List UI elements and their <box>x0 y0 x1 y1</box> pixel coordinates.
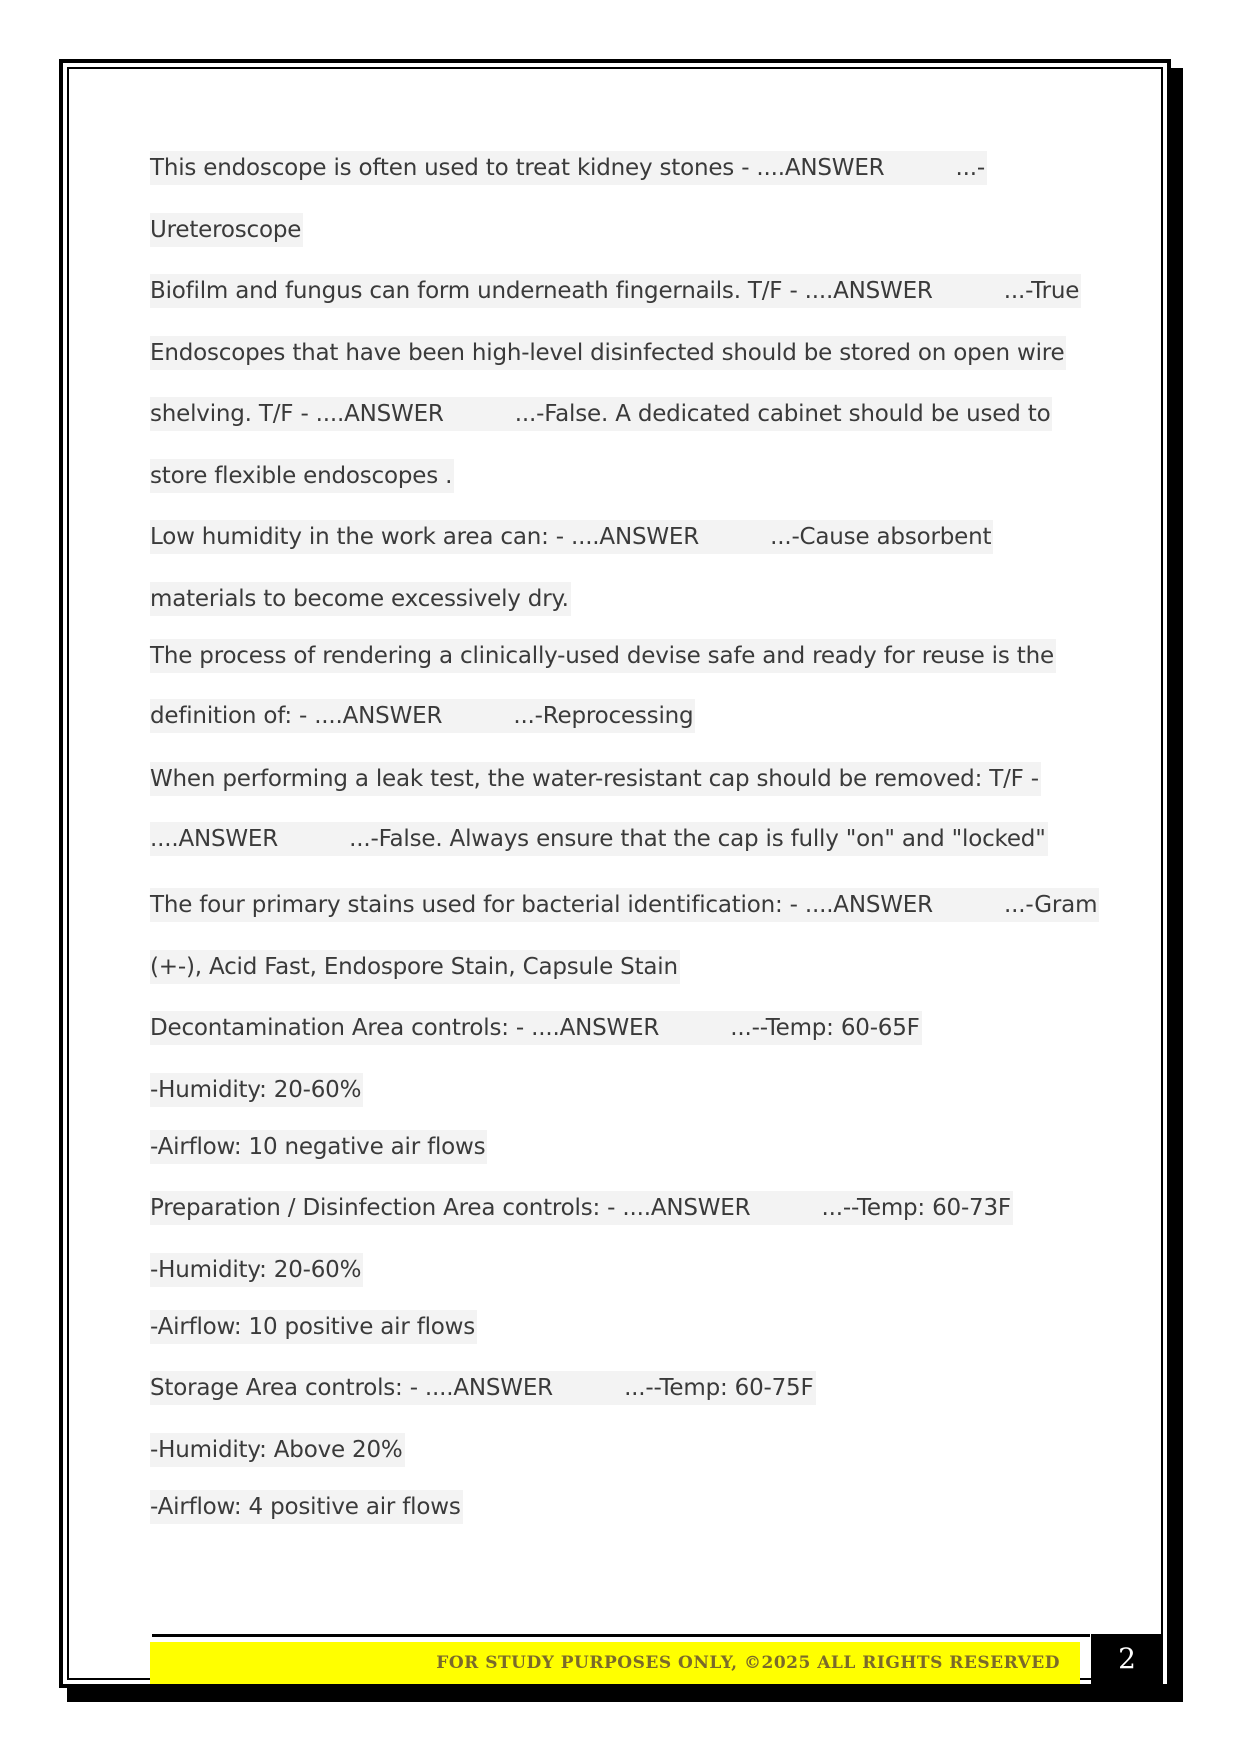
text-line: definition of: - ....ANSWER ...-Reprocessing <box>150 699 695 733</box>
text-line: store flexible endoscopes . <box>150 459 454 493</box>
text-line: Preparation / Disinfection Area controls: - ....ANSWER ...--Temp: 60-73F <box>150 1191 1013 1225</box>
text-line: The process of rendering a clinically-used devise safe and ready for reuse is the <box>150 639 1056 673</box>
text-line: Decontamination Area controls: - ....ANSWER ...--Temp: 60-65F <box>150 1011 922 1045</box>
text-line: -Airflow: 4 positive air flows <box>150 1490 463 1524</box>
footer-rule <box>152 1634 1090 1637</box>
text-line: -Humidity: 20-60% <box>150 1253 363 1287</box>
text-line: -Humidity: Above 20% <box>150 1433 405 1467</box>
text-line: Endoscopes that have been high-level disinfected should be stored on open wire <box>150 336 1066 370</box>
text-line: This endoscope is often used to treat kidney stones - ....ANSWER ...- <box>150 151 987 185</box>
text-line: (+-), Acid Fast, Endospore Stain, Capsule Stain <box>150 950 680 984</box>
text-line: -Airflow: 10 positive air flows <box>150 1310 477 1344</box>
text-line: The four primary stains used for bacterial identification: - ....ANSWER ...-Gram <box>150 888 1099 922</box>
text-line: -Airflow: 10 negative air flows <box>150 1130 487 1164</box>
text-line: shelving. T/F - ....ANSWER ...-False. A dedicated cabinet should be used to <box>150 397 1052 431</box>
page-number: 2 <box>1091 1634 1163 1684</box>
text-line: Ureteroscope <box>150 213 303 247</box>
text-line: materials to become excessively dry. <box>150 582 571 616</box>
text-line: Biofilm and fungus can form underneath fingernails. T/F - ....ANSWER ...-True <box>150 274 1081 308</box>
text-line: Low humidity in the work area can: - ....ANSWER ...-Cause absorbent <box>150 520 993 554</box>
text-line: ....ANSWER ...-False. Always ensure that the cap is fully "on" and "locked" <box>150 822 1048 856</box>
footer-copyright: FOR STUDY PURPOSES ONLY, ©2025 ALL RIGHTS RESERVED <box>150 1642 1080 1684</box>
text-line: -Humidity: 20-60% <box>150 1073 363 1107</box>
text-line: When performing a leak test, the water-resistant cap should be removed: T/F - <box>150 762 1041 796</box>
text-line: Storage Area controls: - ....ANSWER ...--Temp: 60-75F <box>150 1371 816 1405</box>
